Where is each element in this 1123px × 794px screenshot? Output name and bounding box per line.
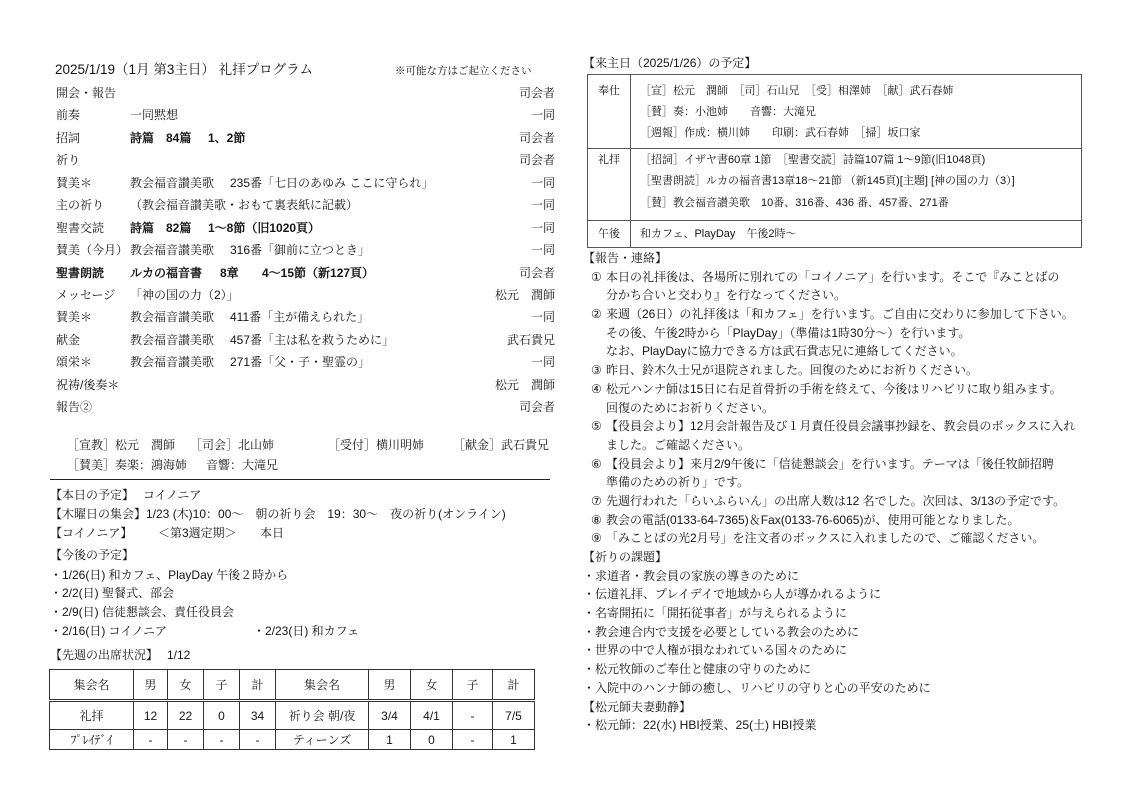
- column-header: 女: [411, 670, 453, 701]
- program-row-role: 一同: [530, 175, 555, 190]
- staff-reception: ［受付］横川明姉: [328, 438, 425, 452]
- upcoming-item: ・2/9(日) 信徒懇談会、責任役員会: [50, 605, 235, 619]
- prayer-item: ・教会連合内で支援を必要としている教会のために: [583, 624, 860, 639]
- next-sunday-line: ［週報］作成：横川姉 印刷：武石春姉 ［掃］坂口家: [640, 127, 921, 139]
- program-row: [56, 104, 555, 126]
- prayer-item: ・入院中のハンナ師の癒し、リハビリの守りと心の平安のために: [583, 680, 931, 695]
- table-cell: -: [240, 730, 276, 750]
- announcement-number: ⑦: [591, 493, 602, 508]
- announcement-text: 回復のためにお祈りください。: [606, 400, 775, 415]
- program-row-label: 招詞: [56, 130, 81, 145]
- announcement-number: ①: [591, 269, 602, 284]
- upcoming-item: ・2/2(日) 聖餐式、部会: [50, 586, 175, 600]
- program-row-role: 一同: [530, 355, 555, 370]
- announcement-text: 昨日、鈴木久士兄が退院されました。回復のためにお祈りください。: [606, 363, 979, 378]
- staff-sound: 音響：大滝兄: [206, 458, 279, 472]
- prayer-heading-line: [583, 548, 1093, 567]
- program-row-verses: 4～15節（新127頁）: [262, 265, 375, 280]
- program-row-label: 賛美＊: [56, 310, 93, 325]
- next-sunday-row-label: [588, 75, 631, 148]
- program-row-role: 一同: [530, 198, 555, 213]
- prayer-line: [583, 585, 1093, 604]
- program-row-role: 一同: [530, 220, 555, 235]
- program-row-content: 詩篇 82篇: [130, 220, 192, 235]
- koinonia-label: 【コイノニア】: [50, 526, 133, 540]
- prayer-line: [583, 641, 1093, 660]
- program-row-role: 松元 潤師: [494, 377, 555, 392]
- table-cell: 34: [240, 701, 276, 730]
- table-cell: -: [134, 730, 168, 750]
- program-row-chapter: 8章: [220, 265, 239, 280]
- koinonia-schedule: ＜第3週定期＞: [158, 526, 237, 540]
- announcement-line: [583, 324, 1093, 343]
- program-row-label: 賛美（今月）: [56, 243, 129, 258]
- next-sunday-row-label: [588, 149, 631, 220]
- program-row-label: 前奏: [56, 108, 81, 123]
- announcement-line: [583, 286, 1093, 305]
- program-row: [56, 149, 555, 171]
- program-row-label: 頌栄＊: [56, 355, 93, 370]
- program-title: 2025/1/19（1月 第3主日） 礼拝プログラム: [55, 62, 313, 77]
- next-sunday-row-lines: [640, 75, 954, 144]
- program-row-label: 主の祈り: [56, 198, 105, 213]
- next-sunday-line: ［宣］松元 潤師 ［司］石山兄 ［受］相澤姉 ［献］武石春姉: [640, 85, 954, 97]
- program-row-label: 聖書交読: [56, 220, 105, 235]
- column-header: 集会名: [50, 670, 134, 701]
- program-row-hymn: 235番「七日のあゆみ ここに守られ」: [230, 175, 434, 190]
- announcements-heading-line: [583, 249, 1093, 268]
- table-cell: 0: [411, 730, 453, 750]
- program-row: [56, 239, 555, 261]
- announcement-number: ④: [591, 381, 602, 396]
- announcement-line: [583, 529, 1093, 548]
- program-row-content: 詩篇 84篇: [130, 130, 192, 145]
- program-row: [56, 351, 555, 373]
- program-row-role: 司会者: [518, 130, 555, 145]
- announcement-line: [583, 361, 1093, 380]
- announcement-number: ⑨: [591, 531, 602, 546]
- program-row-role: 一同: [530, 243, 555, 258]
- announcement-line: [583, 473, 1093, 492]
- program-row-role: 武石貴兄: [506, 332, 555, 347]
- standing-note: ※可能な方はご起立ください: [395, 65, 532, 77]
- prayer-line: [583, 623, 1093, 642]
- program-row-label: 聖書朗読: [56, 265, 105, 280]
- program-row-content: 「神の国の力（2）」: [130, 287, 239, 302]
- program-row-hymn: 457番「主は私を救うために」: [230, 332, 395, 347]
- next-sunday-row-lines: [640, 221, 797, 247]
- prayer-line: [583, 660, 1093, 679]
- program-row-label: 開会・報告: [56, 86, 117, 100]
- announcement-line: [583, 380, 1093, 399]
- program-row-label: 献金: [56, 332, 81, 347]
- next-sunday-line: ［招詞］イザヤ書60章 1節 ［聖書交読］詩篇107篇 1～9節(旧1048頁): [640, 154, 986, 166]
- prayer-item: ・名寄開拓に「開拓従事者」が与えられるように: [583, 606, 848, 621]
- attendance-date: 1/12: [167, 648, 191, 662]
- announcement-line: [583, 436, 1093, 455]
- staff-offering: ［献金］武石貴兄: [453, 438, 550, 452]
- table-cell: ティーンズ: [276, 730, 369, 750]
- program-row-label: 賛美＊: [56, 175, 93, 190]
- next-sunday-table: [587, 74, 1082, 248]
- program-row-role: 松元 潤師: [494, 287, 555, 302]
- table-cell: 3/4: [369, 701, 411, 730]
- announcement-text: 本日の礼拝後は、各場所に別れての「コイノニア」を行います。そこで『みことばの: [606, 269, 1060, 284]
- movements-line: [583, 716, 1093, 735]
- program-row-content: 教会福音讃美歌: [130, 355, 215, 370]
- program-row: [56, 172, 555, 194]
- program-row: [56, 374, 555, 396]
- announcement-line: [583, 492, 1093, 511]
- announcement-text: 松元ハンナ師は15日に右足首骨折の手術を終えて、今後はリハビリに取り組みます。: [606, 381, 1062, 396]
- table-cell: 祈り会 朝/夜: [276, 701, 369, 730]
- table-cell: -: [453, 701, 493, 730]
- announcement-line: [583, 455, 1093, 474]
- program-row-content: 教会福音讃美歌: [130, 243, 215, 258]
- program-row-hymn: 316番「御前に立つとき」: [230, 243, 371, 258]
- announcement-line: [583, 417, 1093, 436]
- program-row-verses: 1～8節（旧1020頁）: [208, 220, 321, 235]
- column-header: 子: [204, 670, 240, 701]
- prayer-item: ・世界の中で人権が損なわれている国々のために: [583, 643, 848, 658]
- upcoming-item: ・2/16(日) コイノニア: [50, 624, 168, 638]
- row-label-text: 午後: [598, 228, 620, 240]
- prayer-item: ・伝道礼拝、プレイデイで地域から人が導かれるように: [583, 587, 882, 602]
- next-sunday-row-afternoon: [588, 221, 1081, 247]
- table-cell: 礼拝: [50, 701, 134, 730]
- program-row: [56, 127, 555, 149]
- upcoming-heading: 【今後の予定】: [50, 548, 135, 562]
- movements-heading-line: [583, 698, 1093, 717]
- announcement-text: なお、PlayDayに協力できる方は武石貴志兄に連絡してください。: [606, 344, 963, 359]
- prayer-item: ・松元牧師のご奉仕と健康の守りのために: [583, 662, 812, 677]
- column-header: 男: [134, 670, 168, 701]
- column-header: 計: [240, 670, 276, 701]
- program-row-role: 司会者: [518, 265, 555, 280]
- announcement-text: ました。ご確認ください。: [606, 437, 751, 452]
- staff-preacher: ［宣教］松元 潤師: [67, 438, 176, 452]
- next-sunday-row-worship: [588, 149, 1081, 221]
- program-row-hymn: 271番「父・子・聖霊の」: [230, 355, 371, 370]
- prayer-line: [583, 679, 1093, 698]
- table-cell: 22: [168, 701, 204, 730]
- announcement-text: 教会の電話(0133-64-7365)＆Fax(0133-76-6065)が、使用可能となりました。: [606, 512, 1020, 527]
- upcoming-item: ・2/23(日) 和カフェ: [253, 624, 360, 638]
- announcement-number: ⑤: [591, 419, 602, 434]
- movements-heading: 【松元師夫妻動静】: [583, 699, 692, 714]
- prayer-item: ・求道者・教会員の家族の導きのために: [583, 568, 800, 583]
- table-cell: -: [453, 730, 493, 750]
- table-cell: 1: [493, 730, 535, 750]
- announcement-text: 来週（26日）の礼拝後は「和カフェ」を行います。ご自由に交わりに参加して下さい。: [606, 307, 1074, 322]
- announcement-line: [583, 342, 1093, 361]
- table-cell: ﾌﾟﾚｲﾃﾞｲ: [50, 730, 134, 750]
- program-row-label: 祝祷/後奏＊: [56, 377, 120, 392]
- program-row-role: 司会者: [518, 86, 555, 100]
- announcements-section: [583, 249, 1093, 735]
- announcement-text: その後、午後2時から「PlayDay」（準備は1時30分～）を行います。: [606, 325, 971, 340]
- next-sunday-heading: 【来主日（2025/1/26）の予定】: [583, 56, 757, 70]
- program-row: [56, 396, 555, 418]
- program-row: [56, 329, 555, 351]
- table-cell: -: [168, 730, 204, 750]
- program-row-content: ルカの福音書: [130, 265, 203, 280]
- prayer-heading: 【祈りの課題】: [583, 550, 668, 564]
- today-label: 【本日の予定】: [50, 488, 135, 502]
- announcement-text: 【役員会より】来月2/9午後に「信徒懇談会」を行います。テーマは「後任牧師招聘: [606, 456, 1054, 471]
- announcement-text: 先週行われた「らいふらいん」の出席人数は12 名でした。次回は、3/13の予定です。: [606, 493, 1066, 508]
- table-cell: 12: [134, 701, 168, 730]
- today-value: コイノニア: [143, 488, 202, 502]
- program-row-content: 一同黙想: [130, 108, 179, 123]
- program-row: [56, 194, 555, 216]
- column-header: 集会名: [276, 670, 369, 701]
- next-sunday-line: ［賛］教会福音讃美歌 10番、316番、436 番、457番、271番: [640, 196, 949, 209]
- column-header: 女: [168, 670, 204, 701]
- table-cell: -: [204, 730, 240, 750]
- prayer-line: [583, 604, 1093, 623]
- column-header: 計: [493, 670, 535, 701]
- table-row: [50, 730, 535, 750]
- announcement-number: ②: [591, 307, 602, 322]
- attendance-table: [49, 669, 535, 750]
- announcement-line: [583, 305, 1093, 324]
- program-row-role: 司会者: [518, 400, 555, 415]
- announcement-text: 準備のための祈り」です。: [606, 475, 750, 490]
- attendance-heading: 【先週の出席状況】: [50, 648, 159, 662]
- row-label-text: 奉仕: [598, 85, 620, 97]
- program-row-label: 報告②: [56, 400, 93, 415]
- upcoming-item: ・1/26(日) 和カフェ、PlayDay 午後２時から: [50, 568, 289, 582]
- staff-music: ［賛美］奏楽：鴻海姉: [67, 458, 188, 472]
- program-row-content: （教会福音讃美歌・おもて裏表紙に記載）: [130, 198, 359, 213]
- staff-mc: ［司会］北山姉: [190, 438, 275, 452]
- column-header: 子: [453, 670, 493, 701]
- program-row-content: 教会福音讃美歌: [130, 175, 215, 190]
- program-row-content: 教会福音讃美歌: [130, 310, 215, 325]
- announcement-number: ③: [591, 363, 602, 378]
- announcement-text: 【役員会より】12月会計報告及び１月責任役員会議事抄録を、教会員のボックスに入れ: [606, 419, 1076, 434]
- thursday-meeting: 【木曜日の集会】1/23 (木)10：00～ 朝の祈り会 19：30～ 夜の祈り(オンライン): [50, 507, 506, 521]
- announcement-line: [583, 268, 1093, 287]
- next-sunday-row-lines: [640, 149, 1015, 214]
- table-cell: 1: [369, 730, 411, 750]
- table-row: [50, 701, 535, 730]
- program-row-hymn: 411番「主が備えられた」: [230, 310, 370, 325]
- program-row-role: 一同: [530, 310, 555, 325]
- announcements-heading: 【報告・連絡】: [583, 251, 668, 265]
- next-sunday-line: ［賛］奏：小池姉 音響：大滝兄: [640, 106, 816, 118]
- program-row: [56, 284, 555, 306]
- row-label-text: 礼拝: [598, 154, 620, 166]
- program-row-role: 一同: [530, 108, 555, 123]
- koinonia-when: 本日: [260, 526, 285, 540]
- announcement-text: 分かち合いと交わり』を行なってください。: [606, 288, 847, 303]
- prayer-line: [583, 567, 1093, 586]
- column-header: 男: [369, 670, 411, 701]
- next-sunday-line: ［聖書朗読］ルカの福音書13章18～21節 （新145頁)[主題] [神の国の力（3）]: [640, 175, 1015, 188]
- movements-item: ・松元師：22(水) HBI授業、25(土) HBI授業: [583, 718, 817, 733]
- announcement-number: ⑥: [591, 456, 602, 471]
- program-list: [56, 82, 555, 419]
- table-cell: 0: [204, 701, 240, 730]
- program-row-role: 司会者: [518, 153, 555, 168]
- table-cell: 7/5: [493, 701, 535, 730]
- announcement-line: [583, 511, 1093, 530]
- program-row: [56, 262, 555, 284]
- next-sunday-row-label: [588, 221, 631, 247]
- program-row: [56, 306, 555, 328]
- announcement-number: ⑧: [591, 512, 602, 527]
- program-row-label: 祈り: [56, 153, 81, 168]
- next-sunday-row-service: [588, 75, 1081, 149]
- announcement-text: 「みことばの光2月号」を注文者のボックスに入れましたので、ご確認ください。: [606, 531, 1045, 546]
- section-divider: [50, 479, 550, 480]
- program-row-label: メッセージ: [56, 287, 116, 302]
- program-row: [56, 82, 555, 104]
- program-row-content: 教会福音讃美歌: [130, 332, 215, 347]
- program-row: [56, 217, 555, 239]
- table-cell: 4/1: [411, 701, 453, 730]
- announcement-line: [583, 399, 1093, 418]
- program-row-verses: 1、2節: [208, 130, 246, 145]
- next-sunday-line: 和カフェ、PlayDay 午後2時～: [640, 228, 797, 240]
- attendance-header-row: [50, 670, 535, 701]
